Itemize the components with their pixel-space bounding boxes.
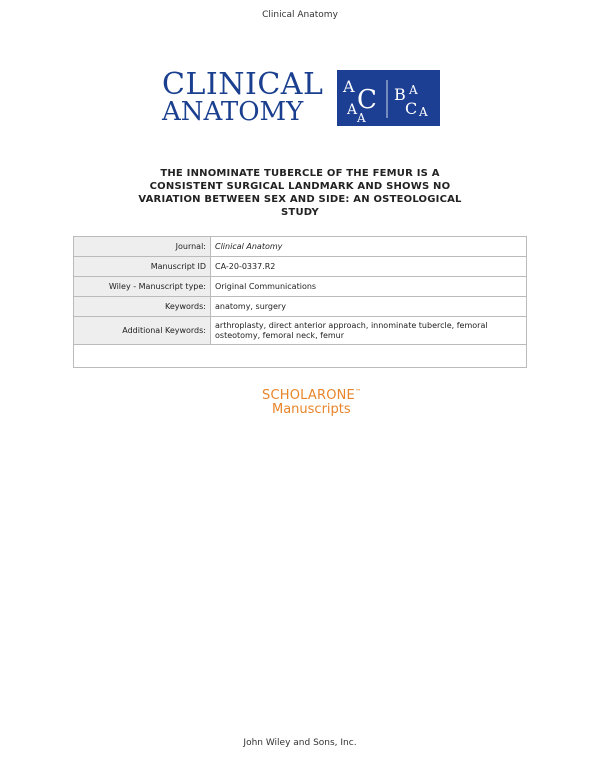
svg-text:A: A bbox=[419, 105, 428, 119]
svg-text:A: A bbox=[347, 102, 358, 118]
title-line: STUDY bbox=[281, 207, 319, 218]
title-line: THE INNOMINATE TUBERCLE OF THE FEMUR IS A bbox=[160, 168, 440, 179]
logo-wordmark bbox=[160, 67, 335, 127]
logo-line-anatomy: ANATOMY bbox=[162, 97, 304, 127]
manuscript-id-value: CA-20-0337.R2 bbox=[211, 257, 527, 277]
manuscript-type-label: Wiley - Manuscript type: bbox=[74, 277, 211, 297]
journal-value bbox=[211, 237, 527, 257]
additional-keywords-value: arthroplasty, direct anterior approach, innominate tubercle, femoral osteotomy, femoral neck, femur bbox=[211, 317, 527, 345]
journal-label: Journal: bbox=[74, 237, 211, 257]
title-line: VARIATION BETWEEN SEX AND SIDE: AN OSTEOLOGICAL bbox=[138, 194, 462, 205]
table-row bbox=[74, 345, 527, 368]
journal-logo bbox=[160, 67, 440, 127]
table-row bbox=[74, 237, 527, 257]
empty-row bbox=[74, 345, 527, 368]
keywords-label: Keywords: bbox=[74, 297, 211, 317]
svg-text:A: A bbox=[357, 111, 366, 125]
manuscript-title bbox=[100, 167, 500, 219]
table-row bbox=[74, 297, 527, 317]
keywords-value: anatomy, surgery bbox=[211, 297, 527, 317]
svg-text:C: C bbox=[405, 99, 418, 118]
manuscript-metadata-table bbox=[73, 236, 527, 368]
table-row bbox=[74, 317, 527, 345]
logo-line-clinical: CLINICAL bbox=[162, 67, 324, 102]
journal-value-text: Clinical Anatomy bbox=[215, 242, 283, 251]
trademark-mark: ™ bbox=[354, 388, 362, 396]
manuscript-id-label: Manuscript ID bbox=[74, 257, 211, 277]
table-row bbox=[74, 277, 527, 297]
svg-text:C: C bbox=[357, 85, 377, 115]
title-line: CONSISTENT SURGICAL LANDMARK AND SHOWS NO bbox=[149, 181, 451, 192]
scholarone-text: SCHOLARONE bbox=[262, 388, 355, 403]
page-header: Clinical Anatomy bbox=[262, 10, 338, 20]
svg-text:B: B bbox=[394, 85, 406, 104]
logo-emblem-glyphs bbox=[337, 70, 440, 126]
svg-text:A: A bbox=[343, 77, 355, 96]
manuscript-type-value: Original Communications bbox=[211, 277, 527, 297]
scholarone-wordmark bbox=[262, 388, 361, 403]
scholarone-manuscripts: Manuscripts bbox=[272, 402, 351, 417]
table-row bbox=[74, 257, 527, 277]
additional-keywords-label: Additional Keywords: bbox=[74, 317, 211, 345]
scholarone-logo bbox=[262, 384, 361, 417]
svg-text:A: A bbox=[409, 83, 418, 97]
logo-emblem bbox=[337, 70, 440, 126]
page-footer: John Wiley and Sons, Inc. bbox=[243, 738, 357, 748]
